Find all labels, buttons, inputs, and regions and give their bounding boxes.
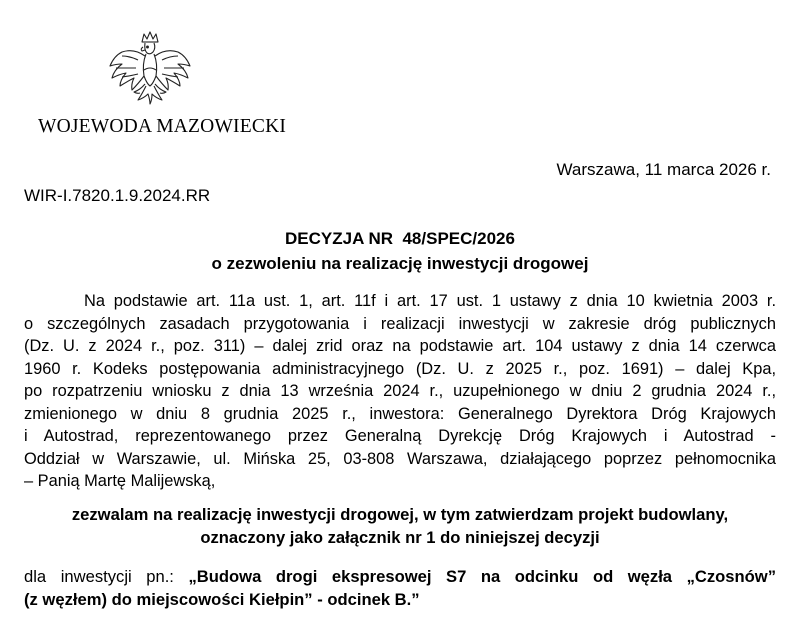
issuing-authority: WOJEWODA MAZOWIECKI [38,116,287,137]
paragraph-line: Oddział w Warszawie, ul. Mińska 25, 03-808 Warszawa, działającego poprzez pełnomocnika [24,449,776,468]
investment-prefix: dla inwestycji pn.: [24,567,189,586]
decision-subtitle: o zezwoleniu na realizację inwestycji drogowej [211,254,589,273]
investment-line [24,565,776,588]
paragraph-line: po rozpatrzeniu wniosku z dnia 13 września 2024 r., uzupełnionego w dniu 2 grudnia 2024 r., [24,382,776,400]
ruling [0,504,800,549]
legal-basis-paragraph [24,290,776,493]
paragraph-line: – Panią Martę Malijewską, [24,472,216,490]
white-eagle-emblem [100,30,200,112]
case-number: WIR-I.7820.1.9.2024.RR [24,186,211,205]
investment-title: „Budowa drogi ekspresowej S7 na odcinku od węzła „Czosnów” [188,567,776,586]
paragraph-line: i Autostrad, reprezentowanego przez Generalną Dyrekcję Dróg Krajowych i Autostrad - [24,427,776,445]
paragraph-line: zmienionego w dniu 8 grudnia 2025 r., inwestora: Generalnego Dyrektora Dróg Krajowych [24,404,776,423]
paragraph-line: 1960 r. Kodeks postępowania administracyjnego (Dz. U. z 2025 r., poz. 1691) – dalej Kpa, [24,359,776,378]
investment-title-continued: (z węzłem) do miejscowości Kiełpin” - odcinek B.” [24,590,420,609]
paragraph-line: o szczególnych zasadach przygotowania i realizacji inwestycji w zakresie dróg publicznych [24,314,776,333]
investment-name [24,565,776,611]
decision-title: DECYZJA NR 48/SPEC/2026 [285,229,515,248]
ruling-line: zezwalam na realizację inwestycji drogowej, w tym zatwierdzam projekt budowlany, [71,505,729,524]
ruling-line: oznaczony jako załącznik nr 1 do niniejszej decyzji [200,527,600,547]
place-and-date: Warszawa, 11 marca 2026 r. [556,160,771,179]
paragraph-line: (Dz. U. z 2024 r., poz. 311) – dalej zrid oraz na podstawie art. 104 ustawy z dnia 14 czerwca [24,337,776,355]
paragraph-line: Na podstawie art. 11a ust. 1, art. 11f i art. 17 ust. 1 ustawy z dnia 10 kwietnia 2003 r. [84,292,776,310]
